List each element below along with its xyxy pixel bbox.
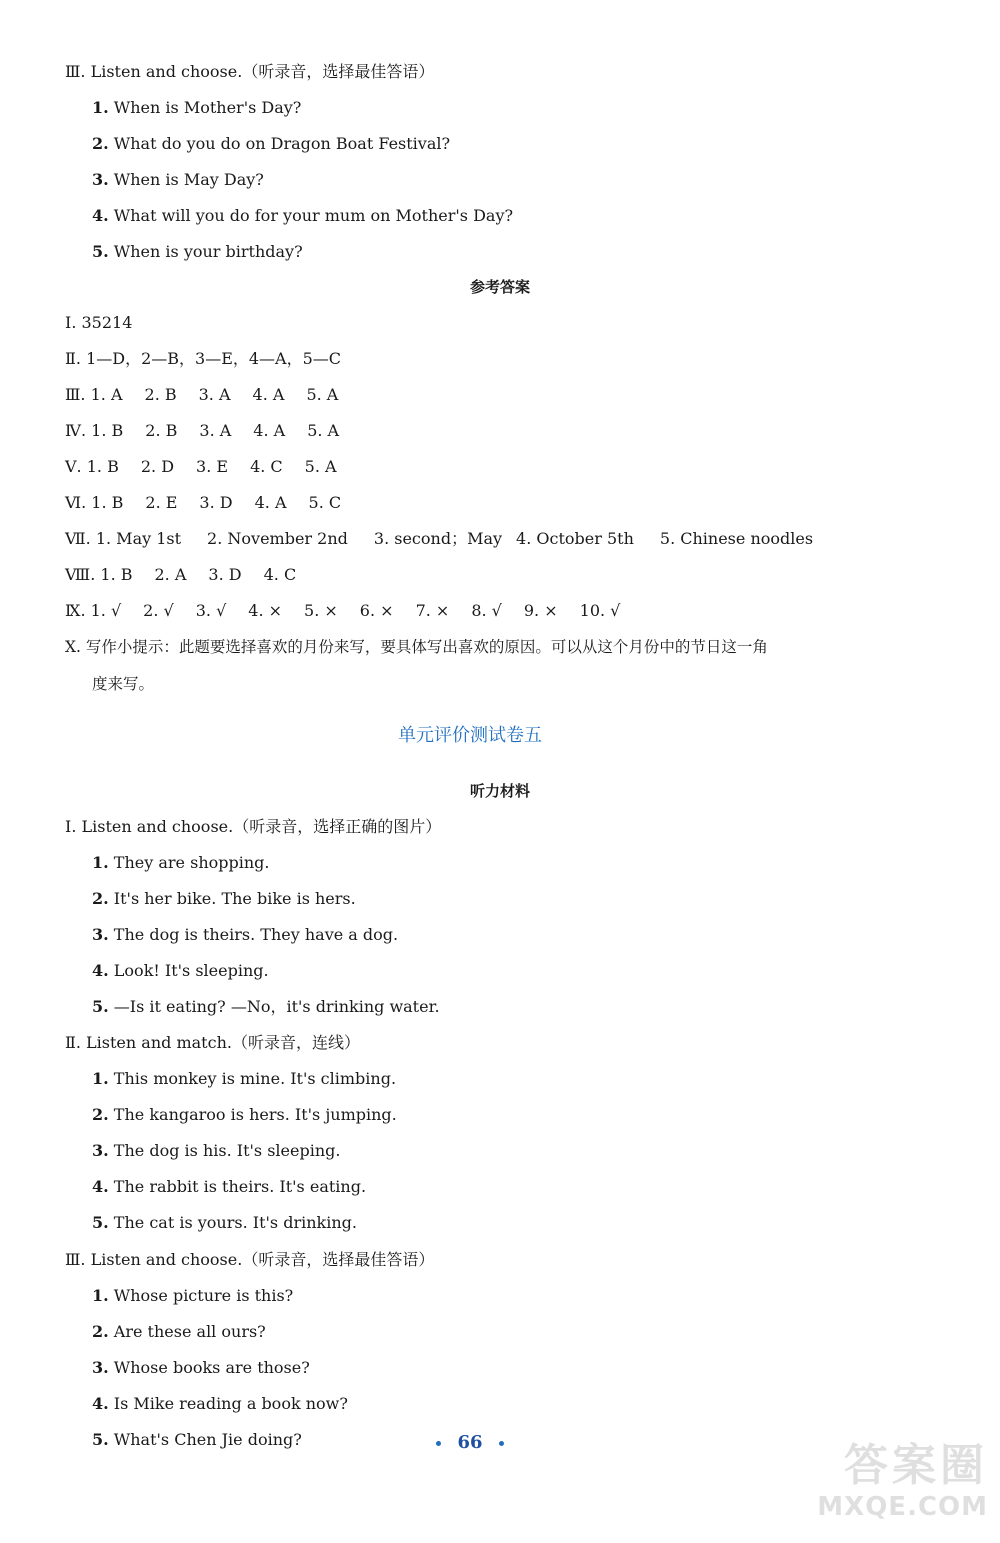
answer-part: 2. E — [145, 493, 178, 512]
answer-part: 1. May 1st — [95, 529, 182, 548]
answer-row — [92, 674, 154, 694]
answer-part: 3. D — [208, 565, 242, 584]
item-number: 4. — [92, 206, 109, 225]
answer-label: Ⅶ. — [65, 529, 91, 548]
item-text: Is Mike reading a book now? — [113, 1394, 348, 1413]
item-number: 2. — [92, 134, 109, 153]
answer-part: 2. B — [145, 421, 178, 440]
list-item — [92, 170, 264, 190]
item-number: 3. — [92, 1358, 109, 1377]
list-item — [92, 997, 440, 1017]
item-number: 1. — [92, 1069, 109, 1088]
list-item — [92, 1394, 348, 1414]
answer-row — [65, 601, 620, 621]
item-text: The cat is yours. It's drinking. — [113, 1213, 357, 1232]
answer-label: Ⅳ. — [65, 421, 87, 440]
answer-part: 10. √ — [579, 601, 621, 620]
answer-label: Ⅹ. — [65, 638, 81, 656]
item-number: 5. — [92, 1213, 109, 1232]
answer-part: 1. A — [90, 385, 123, 404]
answer-part: 5. A — [304, 457, 337, 476]
answer-part: 3. A — [199, 421, 232, 440]
answer-row — [65, 421, 339, 441]
item-text: Look! It's sleeping. — [113, 961, 269, 980]
list-item — [92, 1069, 396, 1089]
answer-row — [65, 349, 341, 369]
list-item — [92, 889, 356, 909]
answer-part: 5. A — [307, 421, 340, 440]
item-text: When is Mother's Day? — [113, 98, 302, 117]
item-number: 3. — [92, 1141, 109, 1160]
answer-part: 4. C — [263, 565, 297, 584]
unit-title: 单元评价测试卷五 — [398, 725, 542, 746]
item-text: Are these all ours? — [113, 1322, 266, 1341]
item-number: 3. — [92, 925, 109, 944]
item-number: 5. — [92, 997, 109, 1016]
answer-label: Ⅵ. — [65, 493, 87, 512]
answer-part: 2. √ — [143, 601, 174, 620]
answer-part: 3. second；May — [373, 529, 503, 548]
answer-part: 1. B — [100, 565, 133, 584]
answer-part: 4. October 5th — [516, 529, 634, 548]
item-text: What do you do on Dragon Boat Festival? — [113, 134, 451, 153]
answer-label: Ⅷ. — [65, 565, 96, 584]
item-number: 2. — [92, 889, 109, 908]
answer-row — [65, 457, 337, 477]
answer-part: 5. × — [304, 601, 338, 620]
answer-part: 1—D，2—B，3—E，4—A，5—C — [86, 349, 342, 368]
answer-part: 4. C — [250, 457, 283, 476]
list-item — [92, 1213, 357, 1233]
item-text: The dog is theirs. They have a dog. — [113, 925, 399, 944]
answer-row — [65, 529, 813, 549]
item-number: 3. — [92, 170, 109, 189]
item-text: They are shopping. — [113, 853, 270, 872]
answer-row — [65, 565, 296, 585]
answer-part: 4. A — [252, 385, 285, 404]
list-item — [92, 242, 303, 262]
list-item — [92, 1141, 340, 1161]
list-item — [92, 1286, 293, 1306]
answer-part: 1. B — [86, 457, 119, 476]
answer-part: 3. E — [196, 457, 229, 476]
list-item — [92, 206, 513, 226]
answer-part: 3. D — [199, 493, 233, 512]
item-number: 2. — [92, 1105, 109, 1124]
item-number: 2. — [92, 1322, 109, 1341]
item-text: What's Chen Jie doing? — [113, 1430, 302, 1449]
answer-row — [65, 493, 341, 513]
answer-part: 2. D — [140, 457, 175, 476]
answer-row — [65, 313, 132, 333]
list-item — [92, 1322, 266, 1342]
answer-part: 1. B — [91, 421, 124, 440]
answer-part: 8. √ — [471, 601, 502, 620]
answer-label: Ⅸ. — [65, 601, 86, 620]
answer-part: 2. B — [144, 385, 177, 404]
answer-part: 3. A — [198, 385, 231, 404]
answer-part: 2. November 2nd — [207, 529, 348, 548]
item-number: 1. — [92, 98, 109, 117]
list-item — [92, 1105, 397, 1125]
list-item — [92, 853, 270, 873]
list-item — [92, 1358, 310, 1378]
item-number: 1. — [92, 853, 109, 872]
item-number: 4. — [92, 1177, 109, 1196]
list-item — [92, 925, 398, 945]
answer-label: Ⅴ. — [65, 457, 82, 476]
watermark-logo — [798, 1440, 988, 1535]
answer-label: Ⅱ. — [65, 349, 81, 368]
section-heading: Ⅲ. Listen and choose.（听录音，选择最佳答语） — [65, 1250, 435, 1269]
watermark-top-text: 答案圈 — [844, 1440, 988, 1491]
bullet-dot-icon — [436, 1441, 441, 1446]
bullet-dot-icon — [499, 1441, 504, 1446]
watermark-bottom-text: MXQE.COM — [817, 1492, 988, 1522]
item-text: The rabbit is theirs. It's eating. — [113, 1177, 367, 1196]
answer-part: 4. × — [248, 601, 283, 620]
answer-part: 1. B — [91, 493, 124, 512]
answer-part: 35214 — [81, 313, 133, 332]
item-text: The dog is his. It's sleeping. — [113, 1141, 341, 1160]
answer-part: 2. A — [154, 565, 187, 584]
section-heading: Ⅱ. Listen and match.（听录音，连线） — [65, 1033, 360, 1052]
item-text: The kangaroo is hers. It's jumping. — [113, 1105, 397, 1124]
item-number: 1. — [92, 1286, 109, 1305]
item-text: When is your birthday? — [113, 242, 303, 261]
item-number: 4. — [92, 961, 109, 980]
list-item — [92, 98, 301, 118]
list-item — [92, 1177, 366, 1197]
answer-part: 5. C — [308, 493, 342, 512]
item-text: What will you do for your mum on Mother's Day? — [113, 206, 514, 225]
item-text: This monkey is mine. It's climbing. — [113, 1069, 397, 1088]
item-number: 5. — [92, 242, 109, 261]
answer-row — [65, 637, 768, 657]
item-text: It's her bike. The bike is hers. — [113, 889, 356, 908]
answer-part: 度来写。 — [92, 675, 155, 693]
item-text: Whose books are those? — [113, 1358, 310, 1377]
answer-part: 4. A — [253, 421, 286, 440]
answer-part: 3. √ — [195, 601, 227, 620]
answer-part: 5. Chinese noodles — [659, 529, 814, 548]
section-heading: Ⅲ. Listen and choose.（听录音，选择最佳答语） — [65, 62, 435, 81]
answer-part: 5. A — [306, 385, 339, 404]
listening-title: 听力材料 — [469, 782, 530, 800]
list-item — [92, 961, 269, 981]
answer-part: 7. × — [415, 601, 450, 620]
answer-label: Ⅲ. — [65, 385, 86, 404]
item-text: —Is it eating? —No，it's drinking water. — [113, 997, 440, 1016]
answer-part: 写作小提示：此题要选择喜欢的月份来写，要具体写出喜欢的原因。可以从这个月份中的节日这一角 — [85, 638, 768, 656]
item-number: 5. — [92, 1430, 109, 1449]
section-heading: Ⅰ. Listen and choose.（听录音，选择正确的图片） — [65, 817, 442, 836]
answer-part: 4. A — [254, 493, 287, 512]
answer-label: Ⅰ. — [65, 313, 77, 332]
item-number: 4. — [92, 1394, 109, 1413]
list-item — [92, 134, 450, 154]
item-text: When is May Day? — [113, 170, 264, 189]
answer-part: 9. × — [523, 601, 558, 620]
answers-title: 参考答案 — [469, 278, 530, 296]
item-text: Whose picture is this? — [113, 1286, 294, 1305]
answer-part: 1. √ — [90, 601, 122, 620]
answer-part: 6. × — [359, 601, 394, 620]
answer-row — [65, 385, 338, 405]
page-number: 66 — [457, 1432, 483, 1453]
